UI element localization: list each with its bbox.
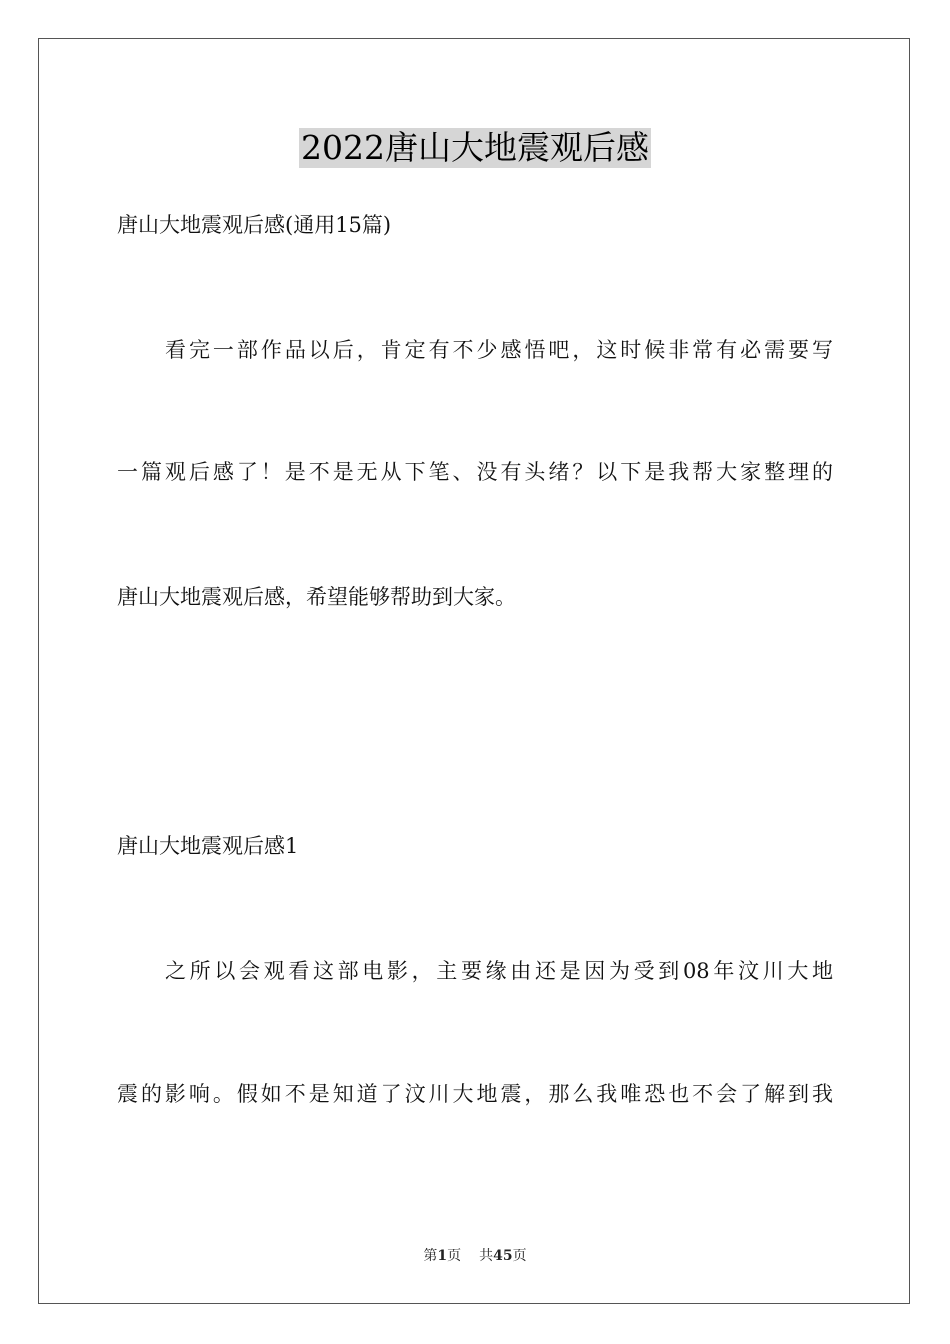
body-line-1: 之所以会观看这部电影，主要缘由还是因为受到08年汶川大地 (165, 959, 833, 983)
footer-total-pages: 45 (493, 1248, 513, 1264)
section-heading: 唐山大地震观后感1 (117, 834, 299, 858)
intro-line-3: 唐山大地震观后感，希望能够帮助到大家。 (117, 585, 516, 609)
footer-total-prefix: 共 (479, 1248, 494, 1264)
body-line-2: 震的影响。假如不是知道了汶川大地震，那么我唯恐也不会了解到我 (117, 1082, 833, 1106)
page-footer (0, 1246, 950, 1266)
footer-page-number: 1 (437, 1248, 448, 1264)
footer-page-suffix: 页 (447, 1248, 462, 1264)
footer-total-suffix: 页 (512, 1248, 527, 1264)
document-subtitle: 唐山大地震观后感(通用15篇) (117, 213, 392, 237)
footer-page-prefix: 第 (423, 1248, 438, 1264)
intro-line-2: 一篇观后感了！是不是无从下笔、没有头绪？以下是我帮大家整理的 (117, 460, 833, 484)
title-container (0, 128, 950, 168)
intro-line-1: 看完一部作品以后，肯定有不少感悟吧，这时候非常有必需要写 (165, 338, 833, 362)
document-title: 2022唐山大地震观后感 (301, 128, 649, 167)
